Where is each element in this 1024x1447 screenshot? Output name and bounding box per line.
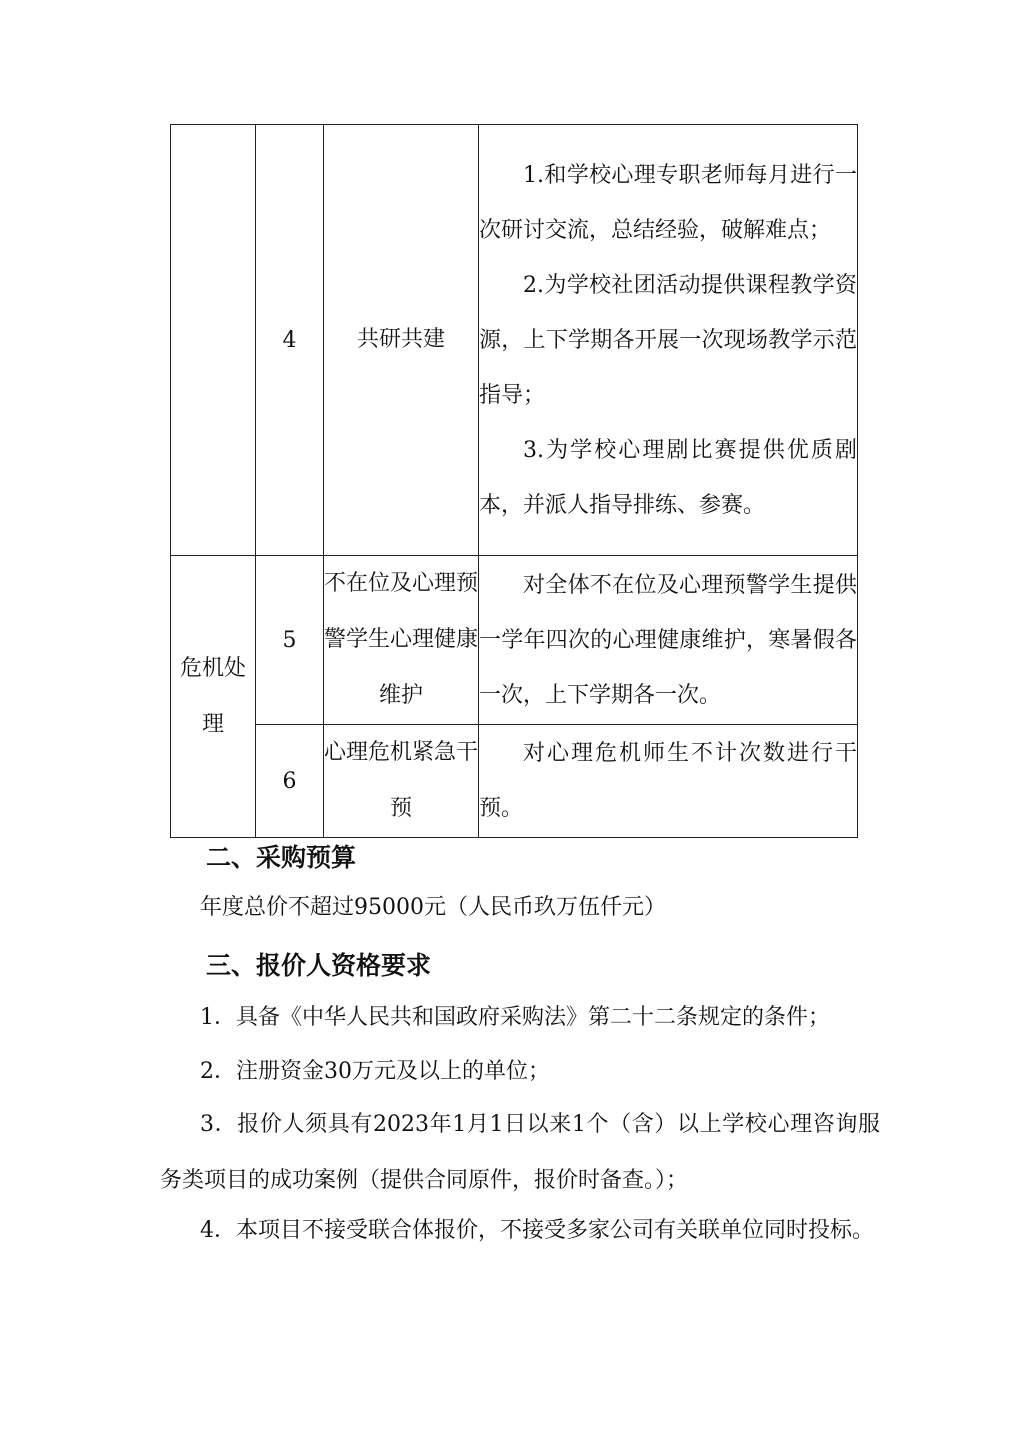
item-description bbox=[479, 125, 858, 556]
category-cell bbox=[171, 125, 256, 556]
item-number: 4 bbox=[256, 125, 324, 556]
description-paragraph: 3.为学校心理剧比赛提供优质剧本，并派人指导排练、参赛。 bbox=[479, 437, 857, 518]
description-paragraph: 对全体不在位及心理预警学生提供一学年四次的心理健康维护，寒暑假各一次，上下学期各一次。 bbox=[479, 572, 857, 708]
item-name: 不在位及心理预警学生心理健康维护 bbox=[324, 556, 479, 725]
qualification-item: 4．本项目不接受联合体报价，不接受多家公司有关联单位同时投标。 bbox=[200, 1218, 874, 1243]
category-cell: 危机处理 bbox=[171, 556, 256, 838]
description-paragraph: 1.和学校心理专职老师每月进行一次研讨交流，总结经验，破解难点； bbox=[479, 162, 857, 243]
section-heading-budget: 二、采购预算 bbox=[206, 843, 357, 872]
qualification-item: 2．注册资金30万元及以上的单位； bbox=[200, 1059, 550, 1084]
table-row bbox=[171, 556, 858, 725]
item-description bbox=[479, 556, 858, 725]
item-number: 6 bbox=[256, 725, 324, 838]
item-name: 心理危机紧急干预 bbox=[324, 725, 479, 838]
qualification-item: 1．具备《中华人民共和国政府采购法》第二十二条规定的条件； bbox=[200, 1005, 830, 1030]
item-number: 5 bbox=[256, 556, 324, 725]
service-table bbox=[170, 124, 858, 838]
description-paragraph: 2.为学校社团活动提供课程教学资源，上下学期各开展一次现场教学示范指导； bbox=[479, 272, 857, 408]
description-paragraph: 对心理危机师生不计次数进行干预。 bbox=[479, 741, 857, 821]
budget-text: 年度总价不超过95000元（人民币玖万伍仟元） bbox=[200, 895, 666, 920]
table-row bbox=[171, 725, 858, 838]
item-name: 共研共建 bbox=[324, 125, 479, 556]
section-heading-qualifications: 三、报价人资格要求 bbox=[206, 951, 432, 980]
item-description bbox=[479, 725, 858, 838]
qualification-item: 3．报价人须具有2023年1月1日以来1个（含）以上学校心理咨询服务类项目的成功案例（提供合同原件，报价时备查。）； bbox=[160, 1112, 880, 1193]
table-row bbox=[171, 125, 858, 556]
